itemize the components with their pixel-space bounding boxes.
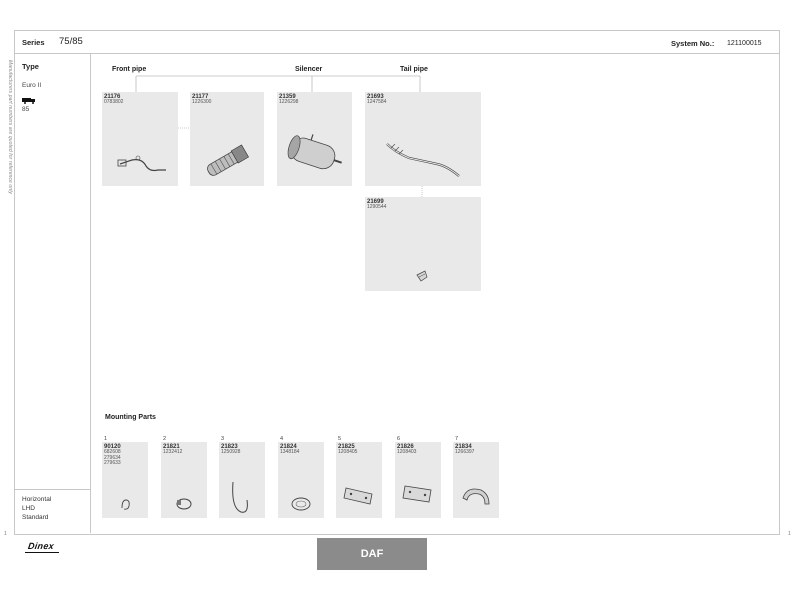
emission-standard: Euro II xyxy=(22,82,42,89)
mounting-index: 5 xyxy=(338,436,342,442)
part-number: 21825 xyxy=(338,444,355,450)
part-number: 21821 xyxy=(163,444,180,450)
part-card-tail-pipe[interactable] xyxy=(365,92,481,186)
mounting-card-5[interactable] xyxy=(336,442,382,518)
u-bolt-drawing xyxy=(102,442,148,518)
mounting-card-4[interactable] xyxy=(278,442,324,518)
oem-reference: 682608 279634 279633 xyxy=(104,449,121,466)
option-orientation: Horizontal xyxy=(22,496,52,503)
page-number-right: 1 xyxy=(788,531,791,537)
header-divider xyxy=(15,53,779,54)
series-label: Series xyxy=(22,38,45,47)
section-tail-pipe: Tail pipe xyxy=(400,66,428,73)
part-card-tail-pipe-clamp[interactable] xyxy=(365,197,481,291)
tail-pipe-drawing xyxy=(365,92,481,186)
page-number-left: 1 xyxy=(4,531,7,537)
mounting-index: 3 xyxy=(221,436,225,442)
section-front-pipe: Front pipe xyxy=(112,66,147,73)
oem-reference: 1247584 xyxy=(367,99,387,105)
oem-reference: 1266397 xyxy=(455,449,475,455)
oem-reference: 1208403 xyxy=(397,449,417,455)
part-number: 21699 xyxy=(367,199,384,205)
system-number-label: System No.: xyxy=(671,39,715,48)
oem-reference: 0783802 xyxy=(104,99,124,105)
mounting-card-2[interactable] xyxy=(161,442,207,518)
part-card-front-pipe-2[interactable] xyxy=(190,92,264,186)
system-number-value: 121100015 xyxy=(727,39,762,47)
oem-reference: 1232412 xyxy=(163,449,183,455)
model-number: 85 xyxy=(22,106,30,113)
bracket-plate-drawing xyxy=(395,442,441,518)
strap-drawing xyxy=(453,442,499,518)
part-number: 21693 xyxy=(367,94,384,100)
brand-tab[interactable] xyxy=(317,538,427,570)
option-drive-side: LHD xyxy=(22,505,36,512)
mounting-card-7[interactable] xyxy=(453,442,499,518)
front-pipe-drawing xyxy=(102,92,178,186)
mounting-card-1[interactable] xyxy=(102,442,148,518)
part-number: 21823 xyxy=(221,444,238,450)
part-number: 21834 xyxy=(455,444,472,450)
truck-icon xyxy=(22,97,36,104)
part-card-silencer[interactable] xyxy=(277,92,352,186)
mounting-card-3[interactable] xyxy=(219,442,265,518)
gasket-ring-drawing xyxy=(278,442,324,518)
oem-reference: 1290544 xyxy=(367,204,387,210)
hose-clamp-drawing xyxy=(161,442,207,518)
part-number: 21177 xyxy=(192,94,209,100)
oem-reference: 1208405 xyxy=(338,449,358,455)
mounting-index: 1 xyxy=(104,436,108,442)
logo-underline xyxy=(25,552,59,553)
series-value: 75/85 xyxy=(59,36,83,47)
clamp-drawing xyxy=(365,197,481,291)
options-divider xyxy=(15,489,90,490)
mounting-index: 6 xyxy=(397,436,401,442)
part-number: 21176 xyxy=(104,94,121,100)
part-number: 21826 xyxy=(397,444,414,450)
type-column xyxy=(15,53,91,533)
side-disclaimer: Manufacturers part numbers are quoted for reference only xyxy=(7,60,13,195)
brand-label: DAF xyxy=(360,548,384,560)
type-label: Type xyxy=(22,62,39,71)
oem-reference: 1250928 xyxy=(221,449,241,455)
oem-reference: 1226298 xyxy=(279,99,299,105)
oem-reference: 1348184 xyxy=(280,449,300,455)
section-mounting-parts: Mounting Parts xyxy=(105,414,156,421)
section-silencer: Silencer xyxy=(295,66,323,73)
option-variant: Standard xyxy=(22,514,49,521)
bracket-plate-drawing xyxy=(336,442,382,518)
oem-reference: 1226300 xyxy=(192,99,212,105)
part-number: 90120 xyxy=(104,444,121,450)
part-number: 21824 xyxy=(280,444,297,450)
mounting-index: 7 xyxy=(455,436,459,442)
flex-pipe-drawing xyxy=(190,92,264,186)
mounting-card-6[interactable] xyxy=(395,442,441,518)
part-card-front-pipe-1[interactable] xyxy=(102,92,178,186)
silencer-drawing xyxy=(277,92,352,186)
mounting-index: 2 xyxy=(163,436,167,442)
part-number: 21359 xyxy=(279,94,296,100)
mounting-index: 4 xyxy=(280,436,284,442)
hanger-drawing xyxy=(219,442,265,518)
dinex-logo: Dinex xyxy=(27,541,55,551)
